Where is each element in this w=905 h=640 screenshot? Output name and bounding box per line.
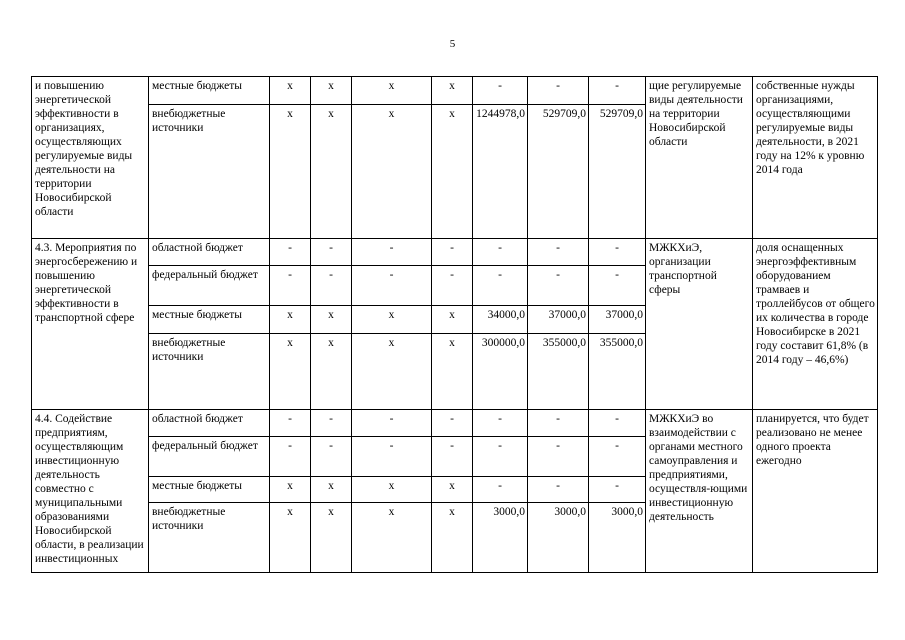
value-cell: x	[311, 77, 352, 105]
value-cell: x	[311, 334, 352, 410]
executor-cell: МЖКХиЭ во взаимодействии с органами местного самоуправления и предприятиями, осуществля-ющими инвестиционную деятельность	[646, 410, 753, 573]
value-cell: -	[352, 437, 432, 477]
value-cell: -	[528, 437, 589, 477]
value-cell: 3000,0	[589, 503, 646, 573]
value-cell: x	[352, 503, 432, 573]
table-row	[32, 239, 878, 266]
value-cell: x	[311, 105, 352, 239]
value-cell: -	[432, 410, 473, 437]
value-cell: 37000,0	[589, 306, 646, 334]
value-cell: -	[528, 410, 589, 437]
funding-source-cell: внебюджетные источники	[149, 503, 270, 573]
funding-source-cell: областной бюджет	[149, 410, 270, 437]
value-cell: -	[528, 266, 589, 306]
executor-cell: МЖКХиЭ, организации транспортной сферы	[646, 239, 753, 410]
value-cell: x	[270, 77, 311, 105]
funding-source-cell: областной бюджет	[149, 239, 270, 266]
funding-source-cell: федеральный бюджет	[149, 437, 270, 477]
value-cell: 355000,0	[589, 334, 646, 410]
value-cell: -	[473, 239, 528, 266]
table-row	[32, 77, 878, 105]
value-cell: x	[432, 77, 473, 105]
executor-cell: щие регулируемые виды деятельности на территории Новосибирской области	[646, 77, 753, 239]
measure-cell: 4.3. Мероприятия по энергосбережению и повышению энергетической эффективности в транспортной сфере	[32, 239, 149, 410]
value-cell: -	[473, 477, 528, 503]
value-cell: -	[528, 477, 589, 503]
value-cell: -	[311, 410, 352, 437]
value-cell: x	[352, 77, 432, 105]
value-cell: -	[311, 437, 352, 477]
value-cell: x	[311, 306, 352, 334]
value-cell: -	[473, 77, 528, 105]
value-cell: -	[432, 239, 473, 266]
value-cell: x	[270, 306, 311, 334]
funding-source-cell: местные бюджеты	[149, 77, 270, 105]
expected-result-cell: доля оснащенных энергоэффективным оборудованием трамваев и троллейбусов от общего их количества в городе Новосибирске в 2021 году составит 61,8% (в 2014 году – 46,6%)	[753, 239, 878, 410]
value-cell: -	[432, 266, 473, 306]
value-cell: -	[270, 437, 311, 477]
funding-source-cell: местные бюджеты	[149, 306, 270, 334]
value-cell: 3000,0	[473, 503, 528, 573]
value-cell: x	[352, 306, 432, 334]
value-cell: x	[432, 503, 473, 573]
value-cell: x	[311, 503, 352, 573]
value-cell: 34000,0	[473, 306, 528, 334]
value-cell: -	[270, 266, 311, 306]
value-cell: x	[352, 334, 432, 410]
funding-source-cell: внебюджетные источники	[149, 334, 270, 410]
value-cell: -	[589, 410, 646, 437]
value-cell: -	[432, 437, 473, 477]
value-cell: x	[270, 503, 311, 573]
value-cell: -	[589, 437, 646, 477]
value-cell: 1244978,0	[473, 105, 528, 239]
value-cell: 529709,0	[589, 105, 646, 239]
value-cell: 529709,0	[528, 105, 589, 239]
measure-cell: и повышению энергетической эффективности в организациях, осуществляющих регулируемые виды деятельности на территории Новосибирской области	[32, 77, 149, 239]
expected-result-cell: планируется, что будет реализовано не менее одного проекта ежегодно	[753, 410, 878, 573]
value-cell: x	[352, 477, 432, 503]
value-cell: x	[432, 105, 473, 239]
value-cell: -	[352, 410, 432, 437]
funding-source-cell: федеральный бюджет	[149, 266, 270, 306]
page-number: 5	[449, 38, 456, 50]
value-cell: -	[270, 239, 311, 266]
value-cell: x	[270, 105, 311, 239]
value-cell: 355000,0	[528, 334, 589, 410]
funding-source-cell: местные бюджеты	[149, 477, 270, 503]
value-cell: -	[528, 77, 589, 105]
value-cell: -	[352, 239, 432, 266]
value-cell: x	[311, 477, 352, 503]
value-cell: x	[352, 105, 432, 239]
measure-cell: 4.4. Содействие предприятиям, осуществляющим инвестиционную деятельность совместно с муниципальными образованиями Новосибирской области, в реализации инвестиционных	[32, 410, 149, 573]
table-row	[32, 410, 878, 437]
value-cell: x	[270, 334, 311, 410]
value-cell: -	[270, 410, 311, 437]
value-cell: x	[432, 334, 473, 410]
value-cell: -	[352, 266, 432, 306]
value-cell: x	[432, 477, 473, 503]
value-cell: -	[589, 477, 646, 503]
value-cell: -	[473, 266, 528, 306]
value-cell: -	[311, 239, 352, 266]
value-cell: -	[311, 266, 352, 306]
program-measures-table	[31, 76, 878, 573]
value-cell: -	[473, 410, 528, 437]
value-cell: -	[528, 239, 589, 266]
value-cell: 37000,0	[528, 306, 589, 334]
funding-source-cell: внебюджетные источники	[149, 105, 270, 239]
value-cell: -	[473, 437, 528, 477]
value-cell: 3000,0	[528, 503, 589, 573]
value-cell: x	[432, 306, 473, 334]
value-cell: -	[589, 266, 646, 306]
value-cell: -	[589, 239, 646, 266]
value-cell: -	[589, 77, 646, 105]
value-cell: 300000,0	[473, 334, 528, 410]
expected-result-cell: собственные нужды организациями, осуществляющими регулируемые виды деятельности, в 2021 году на 12% к уровню 2014 года	[753, 77, 878, 239]
value-cell: x	[270, 477, 311, 503]
